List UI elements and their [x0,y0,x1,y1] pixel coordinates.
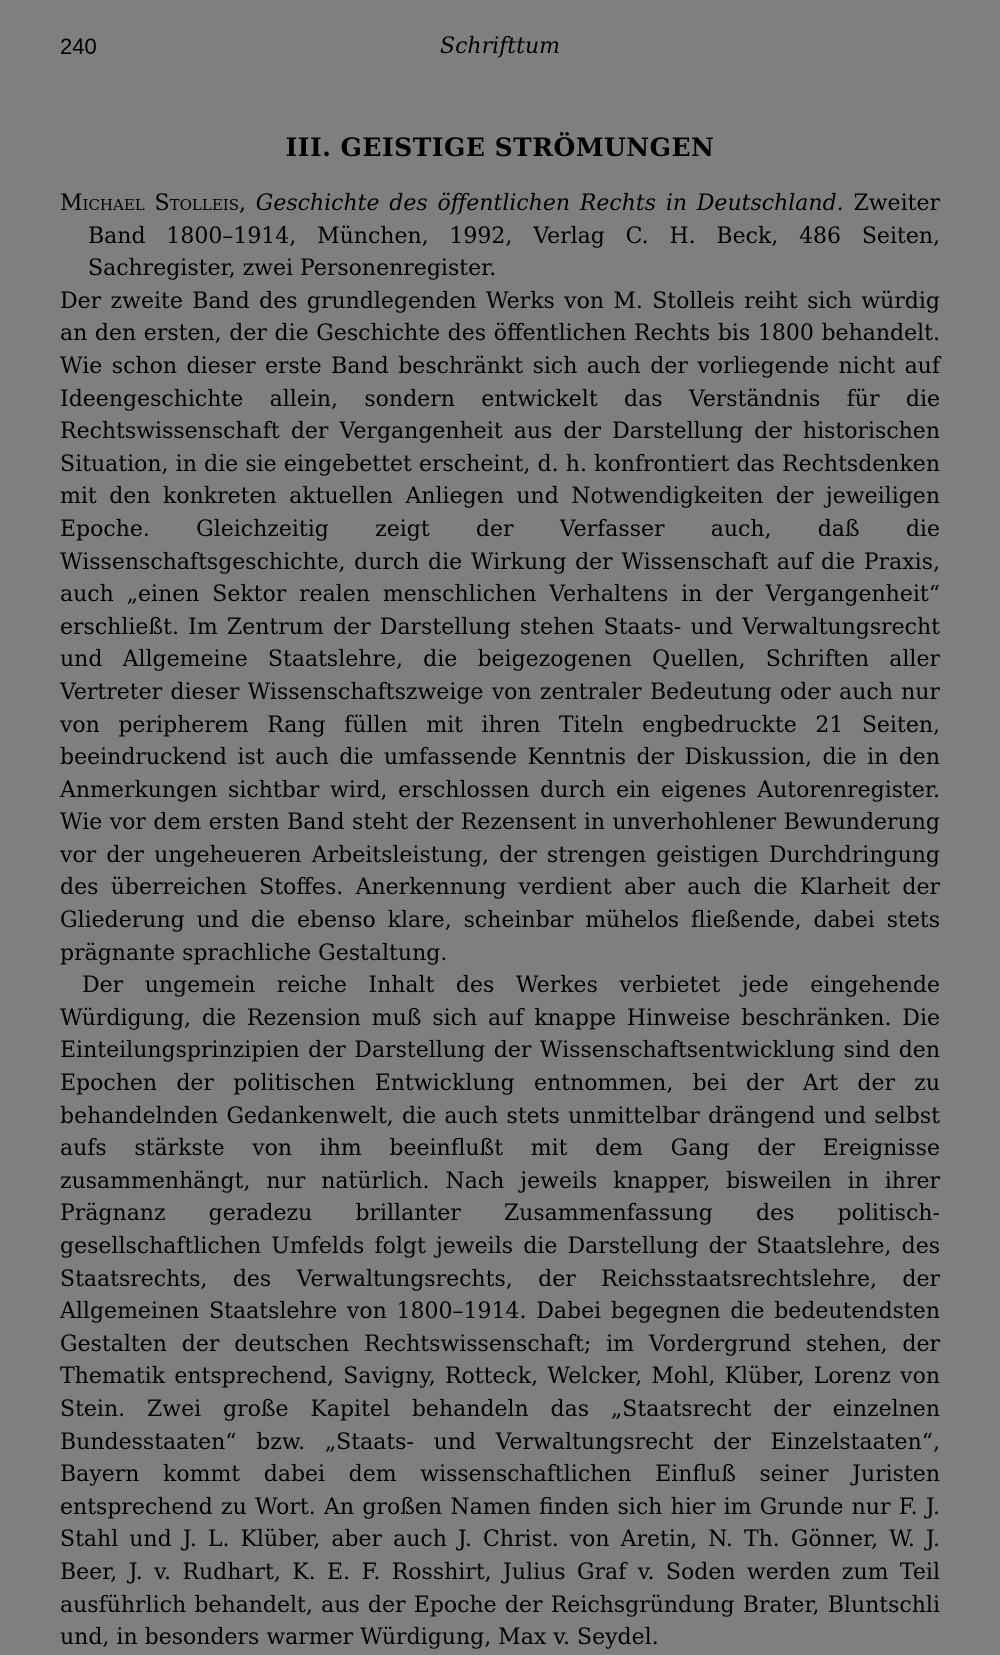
review-entry [60,188,940,1655]
review-paragraph: Der ungemein reiche Inhalt des Werkes verbietet jede eingehende Würdigung, die Rezension muß sich auf knappe Hinweise beschränken. Die Einteilungsprinzipien der Darstellung der Wissenschaftsentwicklung sind den Epochen der politischen Entwicklung entnommen, bei der Art der zu behandelnden Gedankenwelt, die auch stets unmittelbar drängend und selbst aufs stärkste von ihm beeinflußt mit dem Gang der Ereignisse zusammenhängt, nur natürlich. Nach jeweils knapper, bisweilen in ihrer Prägnanz geradezu brillanter Zusammenfassung des politisch-gesellschaftlichen Umfelds folgt jeweils die Darstellung der Staatslehre, des Staatsrechts, des Verwaltungsrechts, der Reichsstaatsrechtslehre, der Allgemeinen Staatslehre von 1800–1914. Dabei begegnen die bedeutendsten Gestalten der deutschen Rechtswissenschaft; im Vordergrund stehen, der Thematik entsprechend, Savigny, Rotteck, Welcker, Mohl, Klüber, Lorenz von Stein. Zwei große Kapitel behandeln das „Staatsrecht der einzelnen Bundesstaaten“ bzw. „Staats- und Verwaltungsrecht der Einzelstaaten“, Bayern kommt dabei dem wissenschaftlichen Einfluß seiner Juristen entsprechend zu Wort. An großen Namen finden sich hier im Grunde nur F. J. Stahl und J. L. Klüber, aber auch J. Christ. von Aretin, N. Th. Gönner, W. J. Beer, J. v. Rudhart, K. E. F. Rosshirt, Julius Graf v. Soden werden zum Teil ausführlich behandelt, aus der Epoche der Reichsgründung Brater, Bluntschli und, in besonders warmer Würdigung, Max v. Seydel. [60,973,940,1651]
citation-book-title: Geschichte des öffentlichen Rechts in Deutschland. [255,191,844,216]
document-page [60,34,940,1655]
page-number: 240 [60,34,97,59]
citation-author: Michael Stolleis, [60,191,246,216]
running-head [60,34,940,68]
running-title: Schrifttum [440,34,560,59]
review-paragraph: Der zweite Band des grundlegenden Werks von M. Stolleis reiht sich würdig an den ersten, der die Geschichte des öffentlichen Rechts bis 1800 behandelt. Wie schon dieser erste Band beschränkt sich auch der vorliegende nicht auf Ideengeschichte allein, sondern entwickelt das Verständnis für die Rechtswissenschaft der Vergangenheit aus der Darstellung der historischen Situation, in die sie eingebettet erscheint, d. h. konfrontiert das Rechtsdenken mit den konkreten aktuellen Anliegen und Notwendigkeiten der jeweiligen Epoche. Gleichzeitig zeigt der Verfasser auch, daß die Wissenschaftsgeschichte, durch die Wirkung der Wissenschaft auf die Praxis, auch „einen Sektor realen menschlichen Verhaltens in der Vergangenheit“ erschließt. Im Zentrum der Darstellung stehen Staats- und Verwaltungsrecht und Allgemeine Staatslehre, die beigezogenen Quellen, Schriften aller Vertreter dieser Wissenschaftszweige von zentraler Bedeutung oder auch nur von peripherem Rang füllen mit ihren Titeln engbedruckte 21 Seiten, beeindruckend ist auch die umfassende Kenntnis der Diskussion, die in den Anmerkungen sichtbar wird, erschlossen durch ein eigenes Autorenregister. Wie vor dem ersten Band steht der Rezensent in unverhohlener Bewunderung vor der ungeheueren Arbeitsleistung, der strengen geistigen Durchdringung des überreichen Stoffes. Anerkennung verdient aber auch die Klarheit der Gliederung und die ebenso klare, scheinbar mühelos fließende, dabei stets prägnante sprachliche Gestaltung. [60,288,940,966]
citation-details: Zweiter Band 1800–1914, München, 1992, Verlag C. H. Beck, 486 Seiten, Sachregister, zwei Personenregister. [88,191,940,282]
book-citation [60,188,940,286]
section-heading: III. GEISTIGE STRÖMUNGEN [285,133,715,162]
